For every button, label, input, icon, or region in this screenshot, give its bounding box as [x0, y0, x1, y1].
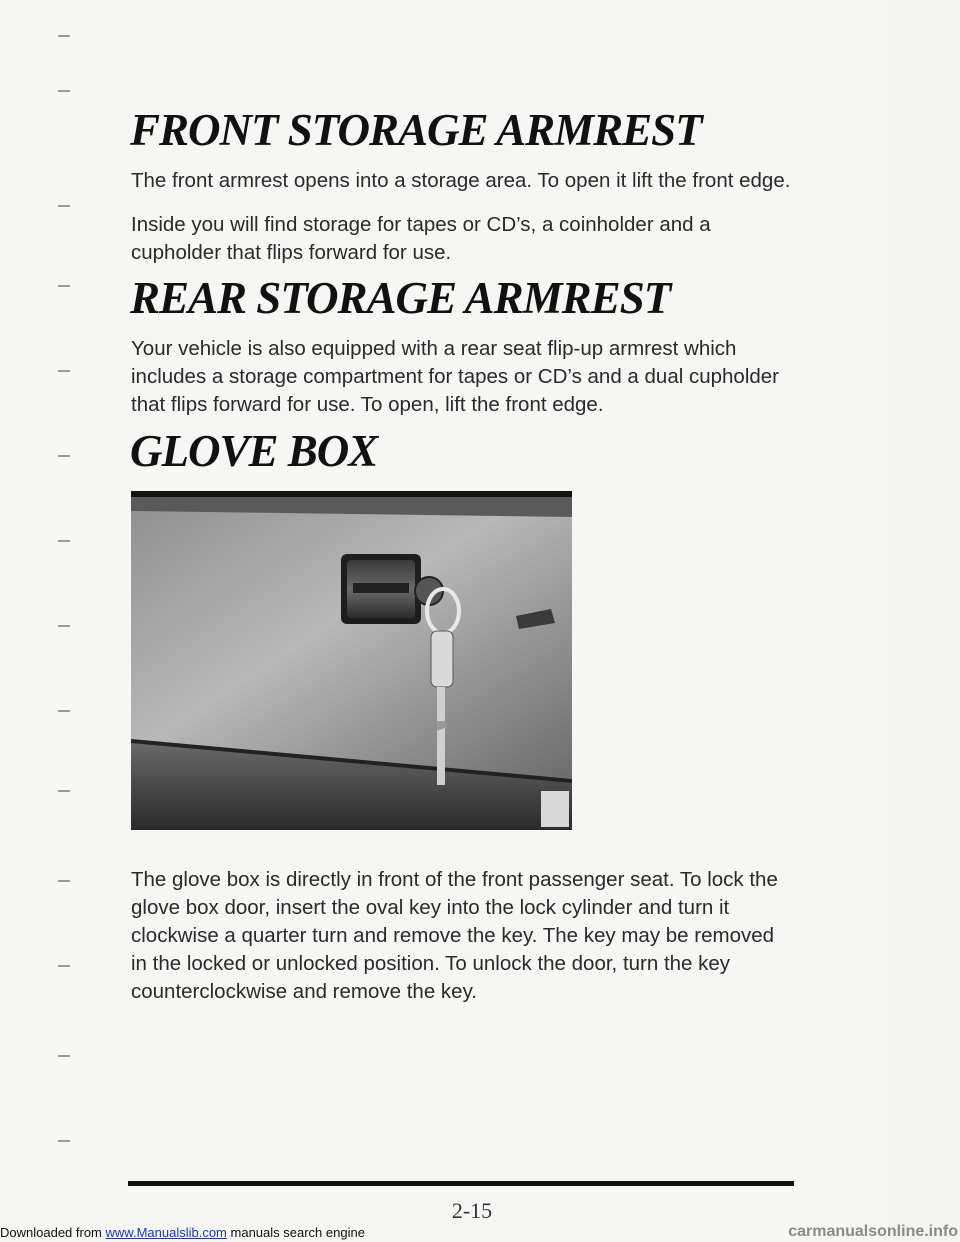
- section-paragraph: The glove box is directly in front of the front passenger seat. To lock the glove box door, insert the oval key into the lock cylinder and turn it clockwise a quarter turn and remove the key. The key may be removed in the locked or unlocked position. To unlock the door, turn the key counterclockwise and remove the key.: [131, 868, 778, 1003]
- download-notice: [0, 1224, 365, 1242]
- glove-box-lock-with-key-photo-icon: [131, 491, 572, 830]
- section-paragraph: Inside you will find storage for tapes or CD’s, a coinholder and a cupholder that flips forward for use.: [131, 213, 711, 264]
- glove-box-photo: [131, 491, 572, 830]
- page-number: 2-15: [451, 1198, 493, 1223]
- download-notice-suffix: manuals search engine: [230, 1225, 365, 1240]
- margin-tick: [58, 965, 70, 967]
- margin-tick: [58, 625, 70, 627]
- margin-tick: [58, 1055, 70, 1057]
- margin-tick: [58, 880, 70, 882]
- margin-tick: [58, 35, 70, 37]
- footer-rule: [128, 1181, 794, 1186]
- section-heading-rear-storage-armrest: REAR STORAGE ARMREST: [130, 273, 671, 323]
- margin-tick: [58, 455, 70, 457]
- margin-tick: [58, 1140, 70, 1142]
- section-heading-front-storage-armrest: FRONT STORAGE ARMREST: [130, 105, 702, 155]
- margin-tick: [58, 90, 70, 92]
- margin-tick: [58, 205, 70, 207]
- margin-tick: [58, 285, 70, 287]
- watermark-text: carmanualsonline.info: [788, 1223, 958, 1240]
- margin-tick: [58, 540, 70, 542]
- download-notice-prefix: Downloaded from: [0, 1225, 102, 1240]
- margin-tick: [58, 710, 70, 712]
- section-heading-glove-box: GLOVE BOX: [130, 426, 378, 476]
- manualslib-link[interactable]: www.Manualslib.com: [105, 1225, 227, 1240]
- section-paragraph: Your vehicle is also equipped with a rear seat flip-up armrest which includes a storage compartment for tapes or CD’s and a dual cupholder that flips forward for use. To open, lift the front edge.: [131, 337, 780, 416]
- margin-tick: [58, 790, 70, 792]
- margin-tick: [58, 370, 70, 372]
- section-paragraph: The front armrest opens into a storage area. To open it lift the front edge.: [131, 169, 791, 192]
